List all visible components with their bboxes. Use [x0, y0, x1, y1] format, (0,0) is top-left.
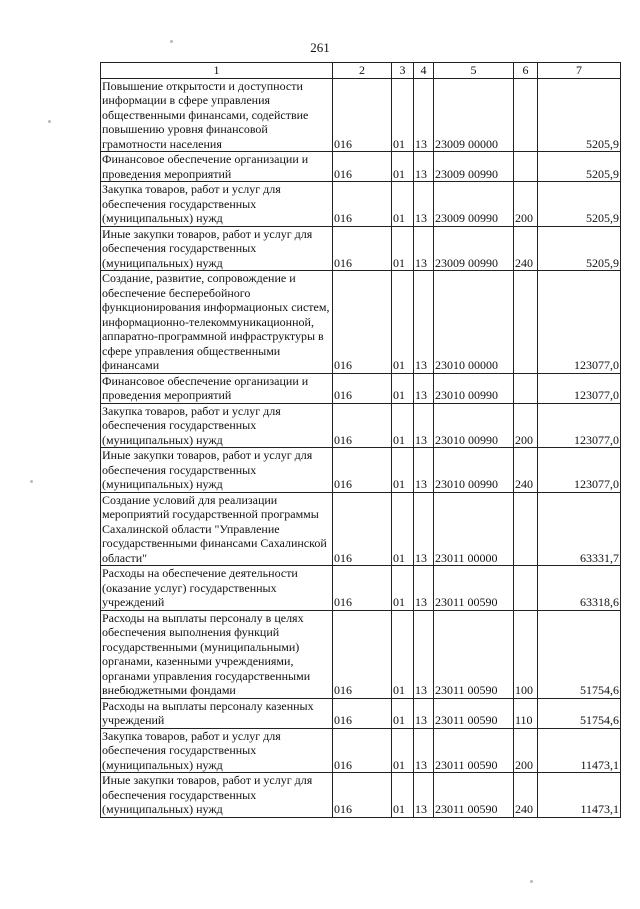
table-row — [101, 403, 621, 448]
scan-speck — [170, 40, 173, 43]
cell-c5: 23010 00990 — [434, 403, 514, 448]
cell-c6: 240 — [514, 448, 538, 493]
cell-c7: 123077,0 — [538, 373, 621, 403]
cell-c4: 13 — [414, 403, 434, 448]
row-description: Финансовое обеспечение организации и проведения мероприятий — [101, 152, 333, 182]
table-row — [101, 448, 621, 493]
cell-c5: 23009 00000 — [434, 78, 514, 152]
cell-c5: 23010 00000 — [434, 271, 514, 374]
header-col-2: 2 — [333, 63, 392, 79]
cell-c6 — [514, 492, 538, 566]
cell-c7: 5205,9 — [538, 182, 621, 227]
cell-c7: 5205,9 — [538, 152, 621, 182]
cell-c3: 01 — [392, 182, 414, 227]
cell-c6: 200 — [514, 182, 538, 227]
cell-c6 — [514, 373, 538, 403]
table-row — [101, 773, 621, 818]
row-description: Закупка товаров, работ и услуг для обеспечения государственных (муниципальных) нужд — [101, 403, 333, 448]
budget-table — [100, 62, 621, 818]
cell-c7: 123077,0 — [538, 403, 621, 448]
cell-c5: 23009 00990 — [434, 226, 514, 271]
table-row — [101, 271, 621, 374]
header-col-1: 1 — [101, 63, 333, 79]
cell-c7: 123077,0 — [538, 271, 621, 374]
scan-speck — [48, 120, 51, 123]
header-col-3: 3 — [392, 63, 414, 79]
cell-c6 — [514, 271, 538, 374]
header-row — [101, 63, 621, 79]
row-description: Создание, развитие, сопровождение и обеспечение бесперебойного функционирования информационых систем, информационно-телекоммуникационной, аппаратно-программной инфраструктуры в сфере управления общественными финансами — [101, 271, 333, 374]
table-row — [101, 373, 621, 403]
cell-c5: 23011 00590 — [434, 728, 514, 773]
row-description: Расходы на выплаты персоналу в целях обеспечения выполнения функций государственными (муниципальными) органами, казенными учреждениями, органами управления государственными внебюджетными фондами — [101, 610, 333, 698]
cell-c3: 01 — [392, 698, 414, 728]
page-number: 261 — [310, 40, 330, 55]
table-row — [101, 182, 621, 227]
row-description: Закупка товаров, работ и услуг для обеспечения государственных (муниципальных) нужд — [101, 182, 333, 227]
cell-c3: 01 — [392, 492, 414, 566]
cell-c2: 016 — [333, 773, 392, 818]
cell-c5: 23010 00990 — [434, 373, 514, 403]
cell-c2: 016 — [333, 152, 392, 182]
cell-c6: 110 — [514, 698, 538, 728]
cell-c7: 63331,7 — [538, 492, 621, 566]
row-description: Закупка товаров, работ и услуг для обеспечения государственных (муниципальных) нужд — [101, 728, 333, 773]
cell-c5: 23010 00990 — [434, 448, 514, 493]
cell-c2: 016 — [333, 403, 392, 448]
cell-c7: 5205,9 — [538, 226, 621, 271]
cell-c2: 016 — [333, 566, 392, 611]
cell-c4: 13 — [414, 566, 434, 611]
cell-c7: 63318,6 — [538, 566, 621, 611]
cell-c7: 51754,6 — [538, 610, 621, 698]
cell-c5: 23011 00590 — [434, 698, 514, 728]
cell-c3: 01 — [392, 226, 414, 271]
table-row — [101, 492, 621, 566]
cell-c4: 13 — [414, 698, 434, 728]
header-col-5: 5 — [434, 63, 514, 79]
cell-c7: 11473,1 — [538, 773, 621, 818]
cell-c4: 13 — [414, 492, 434, 566]
cell-c6: 100 — [514, 610, 538, 698]
cell-c2: 016 — [333, 373, 392, 403]
cell-c4: 13 — [414, 448, 434, 493]
cell-c2: 016 — [333, 698, 392, 728]
cell-c4: 13 — [414, 373, 434, 403]
row-description: Повышение открытости и доступности информации в сфере управления общественными финансами, содействие повышению уровня финансовой грамотности населения — [101, 78, 333, 152]
table-row — [101, 728, 621, 773]
cell-c7: 11473,1 — [538, 728, 621, 773]
cell-c3: 01 — [392, 610, 414, 698]
cell-c3: 01 — [392, 373, 414, 403]
cell-c4: 13 — [414, 182, 434, 227]
cell-c2: 016 — [333, 728, 392, 773]
table-row — [101, 698, 621, 728]
header-col-6: 6 — [514, 63, 538, 79]
row-description: Иные закупки товаров, работ и услуг для обеспечения государственных (муниципальных) нужд — [101, 773, 333, 818]
cell-c5: 23011 00590 — [434, 566, 514, 611]
cell-c3: 01 — [392, 152, 414, 182]
cell-c4: 13 — [414, 152, 434, 182]
cell-c4: 13 — [414, 271, 434, 374]
cell-c2: 016 — [333, 226, 392, 271]
cell-c3: 01 — [392, 728, 414, 773]
table-row — [101, 152, 621, 182]
table-row — [101, 610, 621, 698]
cell-c2: 016 — [333, 492, 392, 566]
cell-c2: 016 — [333, 610, 392, 698]
cell-c6: 240 — [514, 773, 538, 818]
cell-c2: 016 — [333, 271, 392, 374]
cell-c7: 5205,9 — [538, 78, 621, 152]
cell-c6: 240 — [514, 226, 538, 271]
cell-c5: 23011 00590 — [434, 610, 514, 698]
cell-c4: 13 — [414, 728, 434, 773]
cell-c3: 01 — [392, 78, 414, 152]
cell-c6 — [514, 78, 538, 152]
row-description: Создание условий для реализации мероприятий государственной программы Сахалинской области "Управление государственными финансами Сахалинской области" — [101, 492, 333, 566]
header-col-7: 7 — [538, 63, 621, 79]
cell-c4: 13 — [414, 773, 434, 818]
cell-c3: 01 — [392, 271, 414, 374]
row-description: Иные закупки товаров, работ и услуг для обеспечения государственных (муниципальных) нужд — [101, 226, 333, 271]
cell-c4: 13 — [414, 610, 434, 698]
cell-c5: 23009 00990 — [434, 152, 514, 182]
cell-c3: 01 — [392, 566, 414, 611]
cell-c5: 23009 00990 — [434, 182, 514, 227]
cell-c6 — [514, 566, 538, 611]
cell-c4: 13 — [414, 226, 434, 271]
cell-c5: 23011 00590 — [434, 773, 514, 818]
cell-c2: 016 — [333, 78, 392, 152]
cell-c2: 016 — [333, 182, 392, 227]
cell-c6: 200 — [514, 728, 538, 773]
scan-speck — [530, 880, 533, 883]
row-description: Иные закупки товаров, работ и услуг для обеспечения государственных (муниципальных) нужд — [101, 448, 333, 493]
cell-c5: 23011 00000 — [434, 492, 514, 566]
cell-c3: 01 — [392, 448, 414, 493]
cell-c2: 016 — [333, 448, 392, 493]
table-row — [101, 566, 621, 611]
row-description: Финансовое обеспечение организации и проведения мероприятий — [101, 373, 333, 403]
cell-c6: 200 — [514, 403, 538, 448]
row-description: Расходы на обеспечение деятельности (оказание услуг) государственных учреждений — [101, 566, 333, 611]
table-row — [101, 78, 621, 152]
scan-speck — [30, 480, 33, 483]
row-description: Расходы на выплаты персоналу казенных учреждений — [101, 698, 333, 728]
cell-c3: 01 — [392, 773, 414, 818]
cell-c7: 123077,0 — [538, 448, 621, 493]
cell-c7: 51754,6 — [538, 698, 621, 728]
cell-c6 — [514, 152, 538, 182]
cell-c4: 13 — [414, 78, 434, 152]
header-col-4: 4 — [414, 63, 434, 79]
table-row — [101, 226, 621, 271]
cell-c3: 01 — [392, 403, 414, 448]
